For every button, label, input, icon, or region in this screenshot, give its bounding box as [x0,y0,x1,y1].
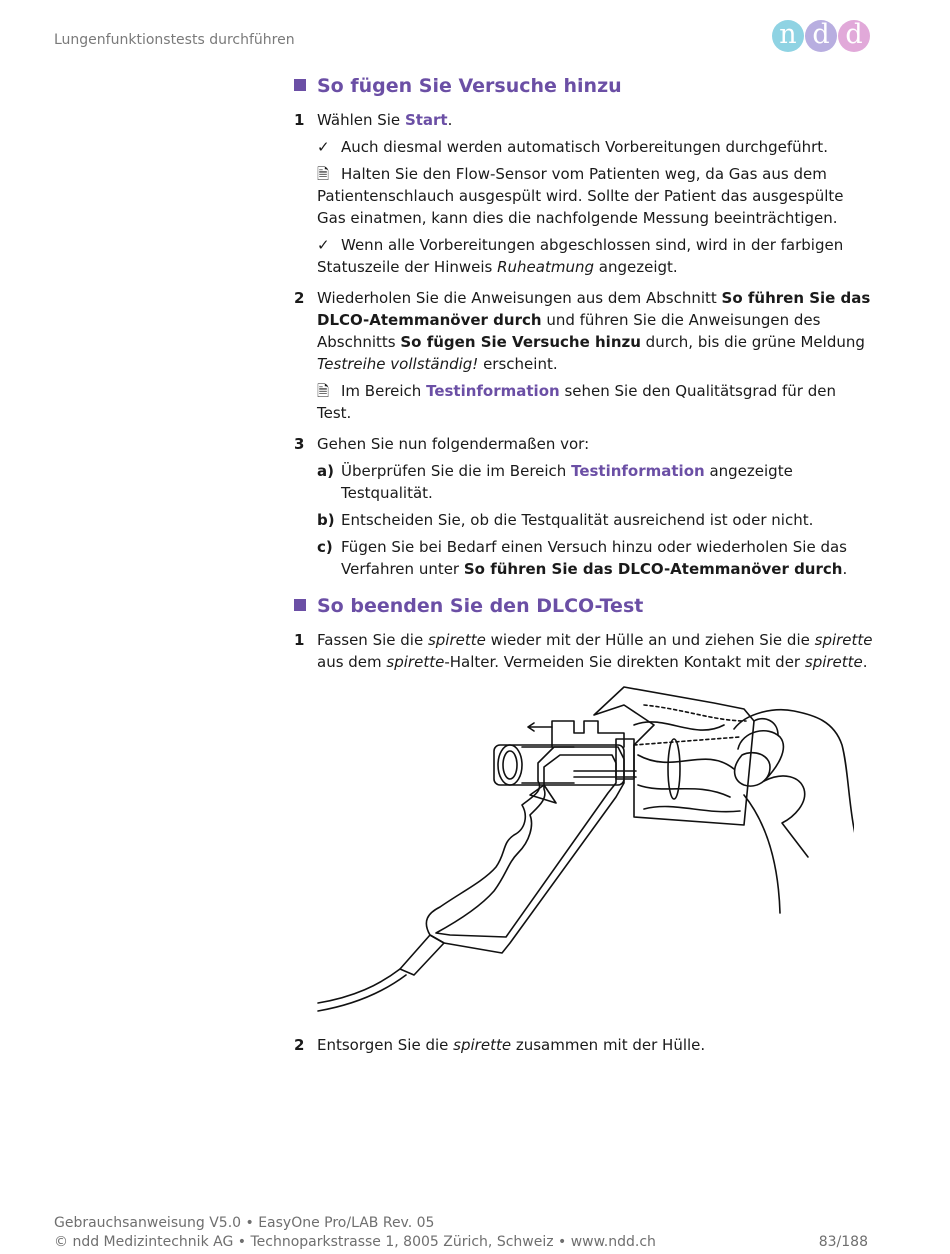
step-2-dispose-spirette [294,1034,874,1056]
step-text: Gehen Sie nun folgendermaßen vor: [317,435,590,453]
page-number: 83/188 [818,1234,868,1250]
step-text: Wählen Sie Start. [317,111,453,129]
note-document-icon: 🗎 [317,165,330,183]
section-heading-end-test: So beenden Sie den DLCO-Test [294,592,874,620]
note-check: ✓ Auch diesmal werden automatisch Vorbereitungen durchgeführt. [317,138,828,156]
logo-letter-d: d [805,20,837,52]
step-number: 1 [294,631,305,649]
step-1-select-start [294,109,874,278]
section-heading-add-trials: So fügen Sie Versuche hinzu [294,72,874,100]
footer-company-address: © ndd Medizintechnik AG • Technoparkstrasse 1, 8005 Zürich, Schweiz • www.ndd.ch [54,1234,656,1250]
keyword-testinformation: Testinformation [571,462,705,480]
italic-term: Ruheatmung [497,258,595,276]
heading-bullet-square [294,79,306,91]
step-number: 3 [294,435,305,453]
step-3-proceed [294,433,874,580]
logo-letter-d: d [838,20,870,52]
note-document-icon: 🗎 [317,382,330,400]
sub-step-b: b) Entscheiden Sie, ob die Testqualität ausreichend ist oder nicht. [317,511,814,529]
step-number: 2 [294,289,305,307]
step-number: 2 [294,1036,305,1054]
check-icon: ✓ [317,138,330,156]
keyword-testinformation: Testinformation [426,382,560,400]
heading-bullet-square [294,599,306,611]
step-text: Entsorgen Sie die spirette zusammen mit der Hülle. [317,1036,706,1054]
note-check: ✓ Wenn alle Vorbereitungen abgeschlossen sind, wird in der farbigen Statuszeile der Hinweis Ruheatmung angezeigt. [317,236,844,276]
step-2-repeat-instructions [294,287,874,424]
note-info: 🗎 Halten Sie den Flow-Sensor vom Patienten weg, da Gas aus dem Patientenschlauch ausgespült wird. Sollte der Patient das ausgespülte Gas einatmen, kann dies die nachfolgende Messung beeinträchtigen. [317,165,844,227]
page-footer [54,1214,868,1252]
ndd-logo [772,20,871,52]
step-text: Wiederholen Sie die Anweisungen aus dem Abschnitt So führen Sie das DLCO-Atemmanöver durch und führen Sie die Anweisungen des Abschnitts So fügen Sie Versuche hinzu durch, bis die grüne Meldung Testreihe vollständig! erscheint. [317,289,871,373]
running-header-title: Lungenfunktionstests durchführen [54,32,295,48]
spirette-removal-illustration [294,685,854,1025]
note-info: 🗎 Im Bereich Testinformation sehen Sie den Qualitätsgrad für den Test. [317,382,836,422]
sub-step-c: c) Fügen Sie bei Bedarf einen Versuch hinzu oder wiederholen Sie das Verfahren unter So führen Sie das DLCO-Atemmanöver durch. [317,538,848,578]
footer-manual-version: Gebrauchsanweisung V5.0 • EasyOne Pro/LAB Rev. 05 [54,1215,435,1231]
step-number: 1 [294,111,305,129]
check-icon: ✓ [317,236,330,254]
step-text: Fassen Sie die spirette wieder mit der Hülle an und ziehen Sie die spirette aus dem spirette-Halter. Vermeiden Sie direkten Kontakt mit der spirette. [317,631,873,671]
keyword-start: Start [404,111,448,129]
sub-step-a: a) Überprüfen Sie die im Bereich Testinformation angezeigte Testqualität. [317,462,793,502]
step-1-remove-spirette [294,629,874,673]
logo-letter-n: n [772,20,804,52]
main-content [294,72,874,1056]
